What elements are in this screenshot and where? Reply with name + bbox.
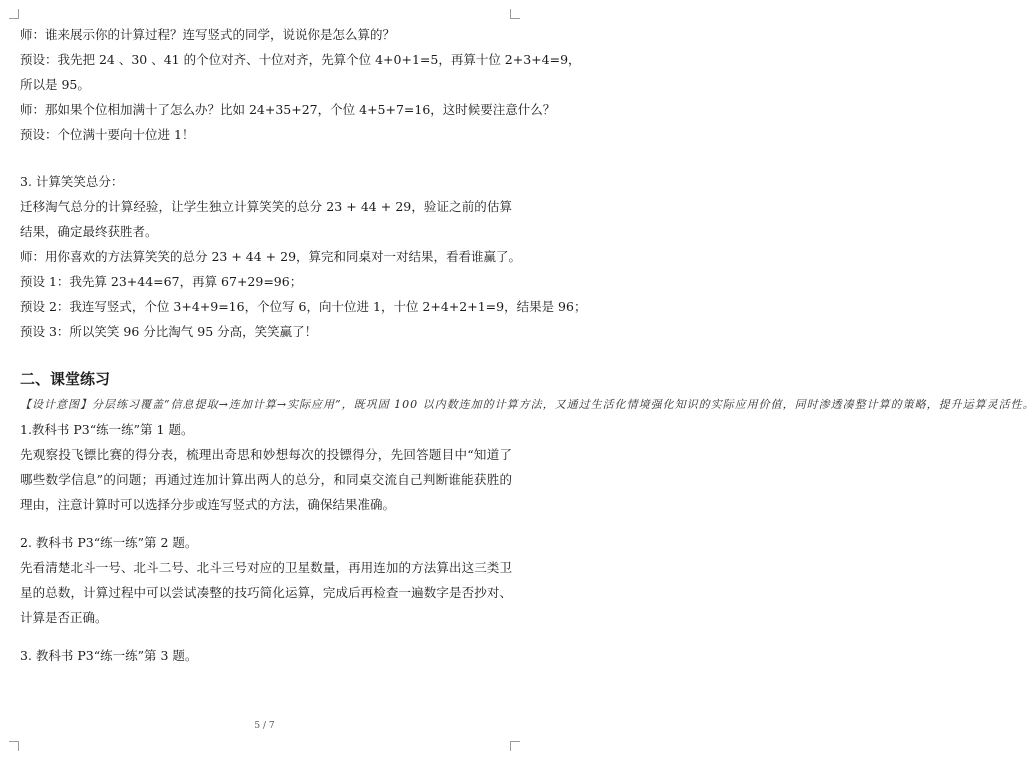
- spacer: [20, 517, 512, 530]
- preset-line: 预设 3：所以笑笑 96 分比淘气 95 分高，笑笑赢了！: [20, 324, 318, 339]
- design-intent: 【设计意图】分层练习覆盖“信息提取→连加计算→实际应用”，既巩固 100 以内数连加的计算方法，又通过生活化情境强化知识的实际应用价值，同时渗透凑整计算的策略，提升运算灵活性。: [20, 398, 1035, 411]
- step-title: 3. 计算笑笑总分：: [20, 174, 124, 189]
- spacer: [20, 147, 512, 169]
- page-number: 5 / 7: [254, 721, 275, 731]
- exercise-body: 先观察投飞镖比赛的得分表，梳理出奇思和妙想每次的投镖得分，先回答题目中“知道了哪些数学信息”的问题；再通过连加计算出两人的总分，和同桌交流自己判断谁能获胜的理由，注意计算时可以选择分步或连写竖式的方法，确保结果准确。: [20, 447, 512, 512]
- dialogue-line: 预设：个位满十要向十位进 1！: [20, 127, 195, 142]
- exercise-title: 1.教科书 P3“练一练”第 1 题。: [20, 422, 194, 437]
- crop-mark-bottom-left: [9, 741, 19, 751]
- exercise-title: 2. 教科书 P3“练一练”第 2 题。: [20, 535, 198, 550]
- spacer: [20, 630, 512, 643]
- dialogue-line: 预设：我先把 24 、30 、41 的个位对齐、十位对齐，先算个位 4+0+1=5，再算十位 2+3+4=9，: [20, 52, 581, 67]
- crop-mark-top-left: [9, 9, 19, 19]
- section-heading: 二、课堂练习: [20, 370, 111, 388]
- preset-line: 预设 1：我先算 23+44=67，再算 67+29=96；: [20, 274, 303, 289]
- crop-mark-bottom-right: [510, 741, 520, 751]
- teacher-line: 师：用你喜欢的方法算笑笑的总分 23 + 44 + 29，算完和同桌对一对结果，看看谁赢了。: [20, 249, 522, 264]
- exercise-title: 3. 教科书 P3“练一练”第 3 题。: [20, 648, 198, 663]
- exercise-body: 先看清楚北斗一号、北斗二号、北斗三号对应的卫星数量，再用连加的方法算出这三类卫星的总数，计算过程中可以尝试凑整的技巧简化运算，完成后再检查一遍数字是否抄对、计算是否正确。: [20, 560, 512, 625]
- dialogue-line: 师：那如果个位相加满十了怎么办？比如 24+35+27，个位 4+5+7=16，这时候要注意什么？: [20, 102, 556, 117]
- dialogue-line: 所以是 95。: [20, 77, 90, 92]
- page-body: [20, 22, 1035, 668]
- preset-line: 预设 2：我连写竖式，个位 3+4+9=16，个位写 6，向十位进 1，十位 2+4+2+1=9，结果是 96；: [20, 299, 587, 314]
- dialogue-line: 师：谁来展示你的计算过程？连写竖式的同学，说说你是怎么算的？: [20, 27, 396, 42]
- step-paragraph: 迁移淘气总分的计算经验，让学生独立计算笑笑的总分 23 + 44 + 29，验证之前的估算结果，确定最终获胜者。: [20, 199, 512, 239]
- spacer: [20, 344, 512, 366]
- crop-mark-top-right: [510, 9, 520, 19]
